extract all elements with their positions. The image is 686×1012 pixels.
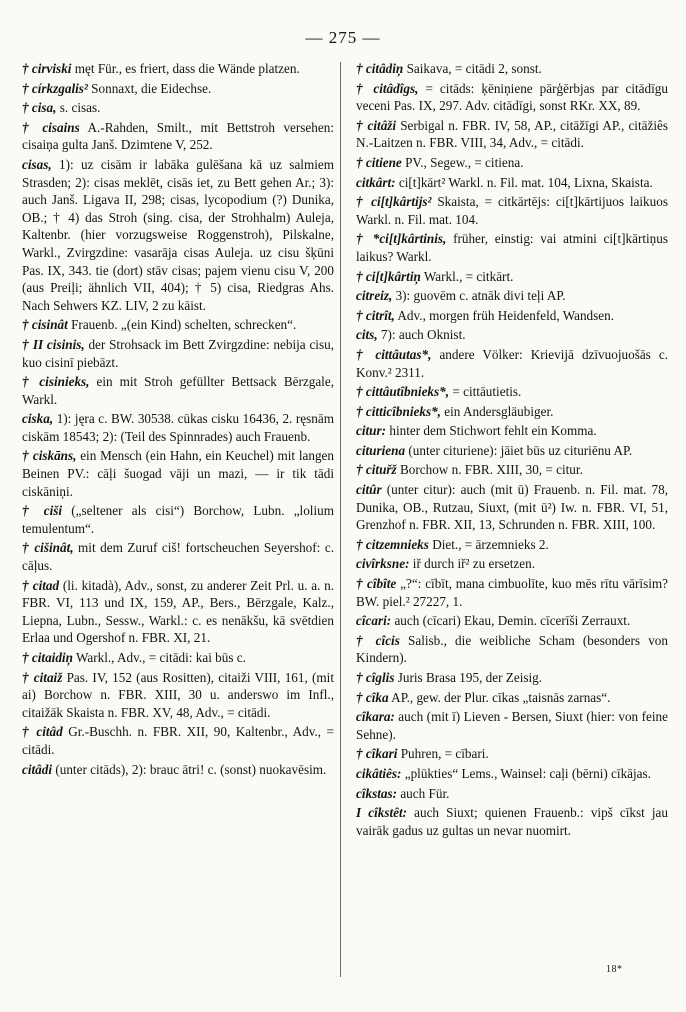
dictionary-entry <box>356 117 668 152</box>
entry-headword: † citâd <box>22 724 63 740</box>
entry-headword: † cirviski <box>22 61 72 76</box>
entry-headword: ciska, <box>22 411 54 427</box>
entry-text: = cittāutietis. <box>449 384 522 400</box>
entry-headword: † cisinieks, <box>22 374 90 390</box>
entry-text: AP., gew. der Plur. cīkas „taisnās zarnas“. <box>388 689 611 705</box>
entry-text: Warkl., = citkārt. <box>420 268 514 284</box>
dictionary-entry <box>356 346 668 381</box>
entry-text: iř durch iř² zu ersetzen. <box>409 556 535 572</box>
entry-text: ein mit Stroh gefüllter Bettsack Bērzgale, Warkl. <box>22 374 334 407</box>
dictionary-entry <box>22 316 334 334</box>
entry-text: ein Mensch (ein Hahn, ein Keuchel) mit langen Beinen PV.: cāļi šuogad vāji un mazi, — ir tik tādi ciskāniņi. <box>22 448 334 499</box>
entry-headword: † citaidiņ <box>22 650 73 665</box>
entry-text: Saikava, = citādi 2, sonst. <box>403 61 542 76</box>
entry-text: męt Für., es friert, dass die Wände platzen. <box>71 61 300 76</box>
dictionary-entry <box>356 422 668 440</box>
entry-headword: † citaiž <box>22 669 63 685</box>
entry-headword: † ciši <box>22 503 63 519</box>
entry-text: Gr.-Buschh. n. FBR. XII, 90, Kaltenbr., Adv., = citādi. <box>22 724 334 757</box>
dictionary-entry <box>356 632 668 667</box>
dictionary-entry <box>356 154 668 172</box>
dictionary-entry <box>22 119 334 154</box>
dictionary-entry <box>22 539 334 574</box>
dictionary-entry <box>356 689 668 707</box>
entry-headword: cîcari: <box>356 613 392 629</box>
entry-headword: I cîkstêt: <box>356 805 408 821</box>
entry-headword: cits, <box>356 327 378 343</box>
dictionary-entry <box>22 502 334 537</box>
entry-text: andere Völker: Krievijā dzīvuojuošās c. Konv.² 2311. <box>356 346 668 380</box>
dictionary-entry <box>356 708 668 743</box>
entry-text: auch Für. <box>397 785 450 801</box>
dictionary-entry <box>22 649 334 667</box>
right-column <box>356 60 668 841</box>
entry-text: (unter citāds), 2): brauc ātri! c. (sonst) nuokavēsim. <box>52 761 327 777</box>
entry-text: 7): auch Oknist. <box>377 327 466 343</box>
entry-text: „plūkties“ Lems., Wainsel: caļi (bērni) cīkājas. <box>401 765 651 781</box>
entry-text: = citāds: ķēniņiene pārģērbjas par citādīgu veceni Pas. IX, 297. Adv. citādīgi, sonst RKr. XX, 89. <box>356 80 668 114</box>
dictionary-entry <box>356 461 668 479</box>
entry-headword: † cisinât <box>22 317 68 333</box>
dictionary-entry <box>22 336 334 371</box>
entry-text: Skaista, = citkārtējs: ci[t]kārtijuos laikuos Warkl. n. Fil. mat. 104. <box>356 194 668 227</box>
entry-headword: † citticîbnieks*, <box>356 403 441 419</box>
dictionary-entry <box>356 481 668 534</box>
entry-text: („seltener als cisi“) Borchow, Lubn. „lolium temulentum“. <box>22 503 334 536</box>
dictionary-entry <box>22 410 334 445</box>
entry-text: ci[t]kārt² Warkl. n. Fil. mat. 104, Lixna, Skaista. <box>395 174 653 190</box>
entry-text: A.-Rahden, Smilt., mit Bettstroh versehen: cisaiņa gulta Janš. Dzimtene V, 252. <box>22 119 334 153</box>
entry-headword: citûr <box>356 482 382 498</box>
dictionary-entry <box>356 403 668 421</box>
entry-headword: † ciskāns, <box>22 448 77 464</box>
entry-text: Sonnaxt, die Eidechse. <box>87 80 212 96</box>
entry-text: 1): jęra c. BW. 30538. cūkas cisku 16436, 2. ręsnām ciskām 18543; 2): (Teil des Spinnrades) auch Frauenb. <box>22 411 334 444</box>
entry-headword: † cîglis <box>356 670 395 685</box>
entry-text: Pas. IV, 152 (aus Rositten), citaiži VIII, 161, (mit ai) Borchow n. FBR. XIII, 30 u. anderswo im Infl., citaižāk Skaista n. FBR. XV, 48, Adv., = citādi. <box>22 669 334 720</box>
entry-headword: † II cisinis, <box>22 336 85 352</box>
dictionary-entry <box>356 383 668 401</box>
entry-headword: † církzgalis² <box>22 80 88 96</box>
dictionary-entry <box>22 80 334 98</box>
entry-headword: civîrksne: <box>356 556 410 572</box>
dictionary-entry <box>356 80 668 115</box>
dictionary-entry <box>356 745 668 763</box>
entry-headword: † cîcis <box>356 632 400 648</box>
dictionary-entry <box>356 785 668 803</box>
entry-headword: † cîka <box>356 689 389 705</box>
dictionary-entry <box>356 536 668 554</box>
dictionary-entry <box>356 765 668 783</box>
entry-headword: † ci[t]kârtijs² <box>356 194 432 210</box>
entry-headword: † citâdîgs, <box>356 80 419 96</box>
dictionary-entry <box>356 268 668 286</box>
dictionary-entry <box>22 99 334 117</box>
entry-text: (li. kitadà), Adv., sonst, zu anderer Zeit Prl. u. a. n. FBR. VI, 113 und IX, 159, AP., Bers., Bērzgale, Kalz., Liepna, Lubn., Sessw., Warkl.: c. es nenākšu, kā svētdien Erlaa und Ogershof n. FBR. XI, 21. <box>22 577 335 646</box>
dictionary-entry <box>356 575 668 610</box>
dictionary-entry <box>356 669 668 687</box>
entry-headword: citur: <box>356 423 387 439</box>
entry-text: Serbigal n. FBR. IV, 58, AP., citāžīgi AP., citāžiês N.-Laitzen n. FBR. VIII, 34, Adv., = citādi. <box>356 117 668 151</box>
entry-text: PV., Segew., = citiena. <box>401 154 524 170</box>
dictionary-entry <box>356 326 668 344</box>
dictionary-entry <box>356 555 668 573</box>
entry-text: Adv., morgen früh Heidenfeld, Wandsen. <box>394 307 615 323</box>
entry-text: „?“: cībīt, mana cimbuolīte, kuo mēs rītu vārīsim? BW. piel.² 27227, 1. <box>356 576 668 609</box>
dictionary-entry <box>356 230 668 265</box>
entry-text: (unter cituriene): jāiet būs uz cituriēnu AP. <box>405 442 633 458</box>
dictionary-entry <box>356 307 668 325</box>
entry-headword: citkârt: <box>356 174 396 190</box>
entry-text: Salisb., die weibliche Scham (besonders von Kindern). <box>356 632 668 666</box>
entry-headword: † citâži <box>356 117 397 133</box>
entry-text: Frauenb. „(ein Kind) schelten, schrecken“. <box>67 317 297 333</box>
entry-headword: † cisains <box>22 119 80 135</box>
dictionary-entry <box>22 723 334 758</box>
entry-text: hinter dem Stichwort fehlt ein Komma. <box>386 423 597 439</box>
entry-text: 3): guovēm c. atnāk divi teļi AP. <box>392 288 566 304</box>
dictionary-entry <box>356 442 668 460</box>
entry-text: auch Siuxt; quienen Frauenb.: vipš cīkst jau vairāk gadus uz gultas un nevar nuomirt. <box>356 805 668 838</box>
dictionary-entry <box>22 577 334 647</box>
entry-headword: cîkstas: <box>356 785 398 801</box>
column-divider <box>340 62 341 977</box>
entry-headword: citâdi <box>22 761 53 777</box>
entry-text: (unter citur): auch (mit ū) Frauenb. n. Fil. mat. 78, Dunika, OB., Rutzau, Siuxt, (mit ū²) Iw. n. FBR. VI, 51, Grenzhof n. FBR. XII, 13, Schrunden n. FBR. XIII, 100. <box>356 482 668 533</box>
dictionary-entry <box>22 60 334 78</box>
entry-text: früher, einstig: vai atmini ci[t]kārtiņus laikus? Warkl. <box>356 231 668 264</box>
entry-headword: † citzemnieks <box>356 536 429 552</box>
dictionary-entry <box>22 447 334 500</box>
dictionary-entry <box>22 761 334 779</box>
entry-text: auch (cīcari) Ekau, Demin. cīcerīši Zerrauxt. <box>391 613 631 629</box>
entry-headword: cikâtiês: <box>356 765 402 781</box>
entry-headword: † cittâutîbnieks*, <box>356 384 450 400</box>
entry-headword: † citad <box>22 577 60 593</box>
entry-headword: † cituřž <box>356 462 397 478</box>
entry-headword: † *ci[t]kârtinis, <box>356 231 447 247</box>
dictionary-entry <box>22 373 334 408</box>
dictionary-entry <box>22 669 334 722</box>
signature-mark: 18* <box>606 964 623 975</box>
entry-headword: cituriena <box>356 442 406 458</box>
entry-headword: † ci[t]kârtiņ <box>356 268 421 284</box>
entry-text: auch (mit ī) Lieven - Bersen, Siuxt (hier: von feine Sehne). <box>356 709 668 742</box>
entry-headword: cîkara: <box>356 709 395 725</box>
entry-text: Borchow n. FBR. XIII, 30, = citur. <box>396 462 583 478</box>
entry-headword: † cisa, <box>22 100 57 116</box>
entry-headword: † citiene <box>356 154 402 170</box>
entry-headword: † cîbîte <box>356 576 397 592</box>
entry-headword: † citrît, <box>356 307 395 323</box>
dictionary-entry <box>22 156 334 314</box>
entry-text: ein Andersgläubiger. <box>440 403 554 419</box>
dictionary-entry <box>356 804 668 839</box>
dictionary-entry <box>356 60 668 78</box>
entry-headword: † cîkari <box>356 746 398 762</box>
page-number: — 275 — <box>305 28 381 47</box>
dictionary-entry <box>356 612 668 630</box>
entry-text: Warkl., Adv., = citādi: kai būs c. <box>72 650 246 665</box>
entry-headword: cisas, <box>22 156 52 172</box>
entry-text: 1): uz cisām ir labāka gulēšana kā uz salmiem Strasden; 2): cisas meklēt, cisās iet, zu Bett gehen Ar.; 3): auch Janš. Ligava II, 298; cisas, lycopodium (?) Dunika, OB.; † 4) das Stroh (sing. cisa, der Strohhalm) Auleja, Kaltenbr. (hier vorzugsweise Roggenstroh), Pilskalne, Warkl., Zvirgzdine: vasarāja cisas Auleja. uz cisu šķūni Pas. IX, 343. tie (dort) stāv cisas; pajem vienu cisu V, 200 (aus Preiļi; ähnlich VII, 404); † 5) cisa, Riedgras Ahs. Nach Sehwers KZ. LIV, 2 zu kāist. <box>22 156 334 313</box>
entry-headword: † cittâutas*, <box>356 346 432 362</box>
entry-text: der Strohsack im Bett Zvirgzdine: nebija cisu, kuo cisinī piebāzt. <box>22 336 334 370</box>
entry-text: Puhren, = cībari. <box>397 746 489 762</box>
entry-text: s. cisas. <box>56 100 101 116</box>
entry-headword: citreiz, <box>356 288 393 304</box>
entry-headword: † citâdiņ <box>356 61 404 76</box>
dictionary-entry <box>356 193 668 228</box>
left-column <box>22 60 334 780</box>
dictionary-entry <box>356 174 668 192</box>
entry-headword: † cišinât, <box>22 540 74 556</box>
dictionary-entry <box>356 287 668 305</box>
entry-text: Diet., = ārzemnieks 2. <box>428 536 549 552</box>
entry-text: Juris Brasa 195, der Zeisig. <box>394 670 543 685</box>
entry-text: mit dem Zuruf ciš! fortscheuchen Seyershof: c. cāļus. <box>22 540 334 574</box>
